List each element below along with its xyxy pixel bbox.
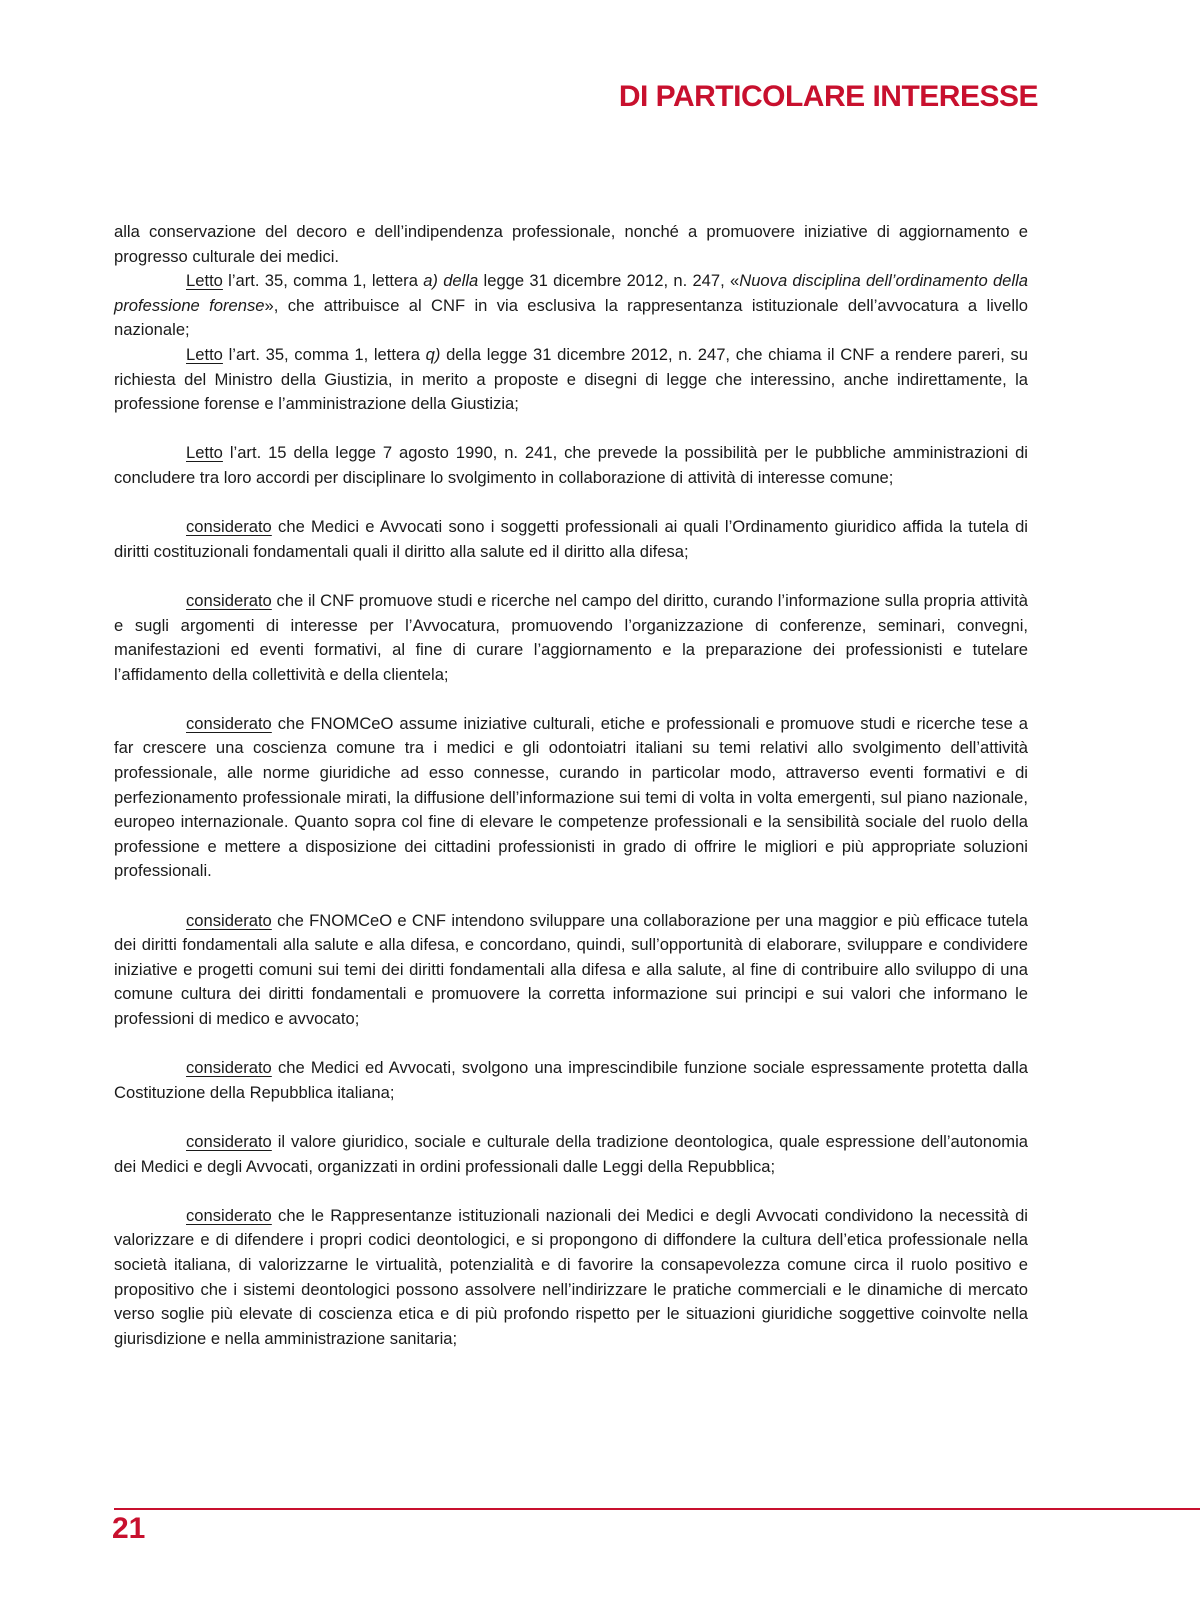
paragraph-text: che Medici ed Avvocati, svolgono una imprescindibile funzione sociale espressamente protetta dalla Costituzione della Repubblica italiana; xyxy=(114,1058,1028,1102)
paragraph-text: legge 31 dicembre 2012, n. 247, « xyxy=(478,271,740,291)
paragraph-text: che FNOMCeO assume iniziative culturali, etiche e professionali e promuove studi e ricerche tese a far crescere una coscienza comune tra i medici e gli odontoiatri italiani su temi relativi allo svolgimento dell’attività professionale, alle norme giuridiche ad esso connesse, curando in particolar modo, attraverso eventi formativi e di perfezionamento professionale mirati, la diffusione dell’informazione sui temi di volta in volta emergenti, sul piano nazionale, europeo internazionale. Quanto sopra col fine di elevare le competenze professionali e la sensibilità sociale del ruolo della professione e mettere a disposizione dei cittadini professionisti in grado di offrire le migliori e più appropriate soluzioni professionali. xyxy=(114,713,1028,881)
lead-word: considerato xyxy=(186,590,272,610)
lead-word: considerato xyxy=(186,517,272,537)
paragraph-considerato-6 xyxy=(114,1130,1028,1179)
page-number: 21 xyxy=(112,1512,146,1545)
lead-word: considerato xyxy=(186,910,272,930)
paragraph-letto-2 xyxy=(114,343,1028,417)
paragraph-considerato-7 xyxy=(114,1204,1028,1352)
paragraph-considerato-1 xyxy=(114,515,1028,564)
paragraph-text: il valore giuridico, sociale e culturale della tradizione deontologica, quale espressione dell’autonomia dei Medici e degli Avvocati, organizzati in ordini professionali dalle Leggi della Repubblica; xyxy=(114,1131,1028,1176)
paragraph-letto-1 xyxy=(114,269,1028,343)
paragraph-text: », che attribuisce al CNF in via esclusiva la rappresentanza istituzionale dell’avvocatura a livello nazionale; xyxy=(114,295,1029,340)
paragraph-considerato-5 xyxy=(114,1056,1028,1105)
paragraph-text: l’art. 15 della legge 7 agosto 1990, n. 241, che prevede la possibilità per le pubbliche amministrazioni di concludere tra loro accordi per disciplinare lo svolgimento in collaborazione di attività di interesse comune; xyxy=(114,443,1028,487)
paragraph-continuation: alla conservazione del decoro e dell’indipendenza professionale, nonché a promuovere iniziative di aggiornamento e progresso culturale dei medici. xyxy=(114,222,1028,266)
document-body xyxy=(114,220,1028,1351)
footer-divider xyxy=(114,1508,1200,1510)
paragraph-considerato-2 xyxy=(114,589,1028,687)
paragraph-considerato-4 xyxy=(114,909,1028,1032)
paragraph-text: che FNOMCeO e CNF intendono sviluppare una collaborazione per una maggior e più efficace tutela dei diritti fondamentali alla salute e alla difesa, e concordano, quindi, sull’opportunità di elaborare, sviluppare e condividere iniziative e progetti comuni sui temi dei diritti fondamentali alla difesa e alla salute, al fine di contribuire allo sviluppo di una comune cultura dei diritti fondamentali e promuovere la corretta informazione sui principi e sui valori che informano le professioni di medico e avvocato; xyxy=(114,910,1028,1028)
paragraph-text: della legge 31 dicembre 2012, n. 247, che chiama il CNF a rendere pareri, su richiesta del Ministro della Giustizia, in merito a proposte e disegni di legge che interessino, anche indirettamente, la professione forense e l’amministrazione della Giustizia; xyxy=(114,344,1028,414)
italic-text: q) xyxy=(425,344,441,364)
lead-word: considerato xyxy=(186,1131,272,1151)
paragraph-considerato-3 xyxy=(114,712,1028,884)
paragraph-text: l’art. 35, comma 1, lettera xyxy=(222,344,426,364)
paragraph-text: l’art. 35, comma 1, lettera xyxy=(222,271,424,291)
lead-word: considerato xyxy=(186,713,272,733)
lead-word: Letto xyxy=(186,344,223,364)
italic-text: a) della xyxy=(423,271,479,291)
section-title: DI PARTICOLARE INTERESSE xyxy=(618,80,1038,113)
lead-word: Letto xyxy=(186,443,223,463)
lead-word: Letto xyxy=(186,271,223,291)
paragraph-text: che il CNF promuove studi e ricerche nel campo del diritto, curando l’informazione sulla propria attività e sugli argomenti di interesse per l’Avvocatura, promuovendo l’organizzazione di conferenze, seminari, convegni, manifestazioni ed eventi formativi, al fine di curare l’aggiornamento e la preparazione dei professionisti e tutelare l’affidamento della collettività e della clientela; xyxy=(114,590,1028,684)
paragraph-letto-3 xyxy=(114,441,1028,490)
lead-word: considerato xyxy=(186,1058,272,1078)
lead-word: considerato xyxy=(186,1205,272,1225)
paragraph-text: che le Rappresentanze istituzionali nazionali dei Medici e degli Avvocati condividono la necessità di valorizzare e di difendere i propri codici deontologici, e si propongono di diffondere la cultura dell’etica professionale nella società italiana, di valorizzarne le virtualità, potenzialità e di favorire la consapevolezza comune circa il ruolo positivo e propositivo che i sistemi deontologici possono assolvere nell’indirizzare le pratiche commerciali e le dinamiche di mercato verso soglie più elevate di coscienza etica e di più profondo rispetto per le situazioni giuridiche soggettive coinvolte nella giurisdizione e nella amministrazione sanitaria; xyxy=(114,1205,1028,1348)
paragraph-text: che Medici e Avvocati sono i soggetti professionali ai quali l’Ordinamento giuridico affida la tutela di diritti costituzionali fondamentali quali il diritto alla salute ed il diritto alla difesa; xyxy=(114,517,1028,561)
italic-text: Nuova disciplina dell’ordinamento della professione forense xyxy=(114,271,1029,315)
